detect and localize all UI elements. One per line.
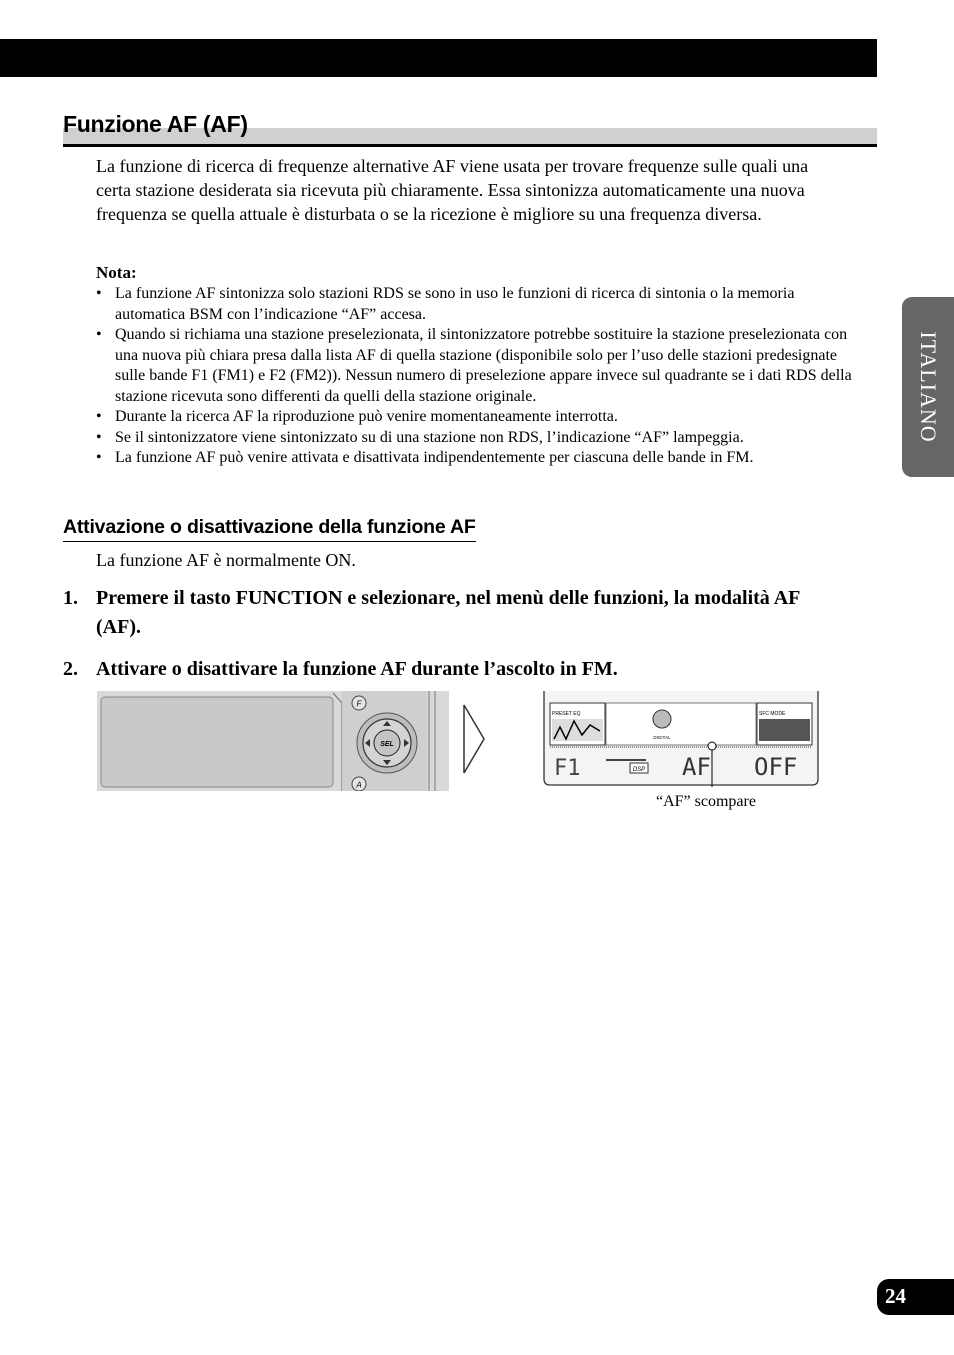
lcd-display-illustration [542, 691, 820, 787]
step-text: Attivare o disattivare la funzione AF durante l’ascolto in FM. [96, 658, 618, 680]
sel-joystick[interactable] [357, 713, 417, 773]
figure-caption: “AF” scompare [656, 793, 756, 810]
off-readout: OFF [754, 753, 798, 781]
header-bar [0, 39, 877, 77]
note-item: • Quando si richiama una stazione preselezionata, il sintonizzatore potrebbe sostituire la stazione preselezionata con una nuova più chiara presa dalla lista AF di quella stazione (disponibile solo per l’uso delle stazioni predesignate sulle bande F1 (FM1) e F2 (FM2)). Nessun numero di preselezione appare invece sul quadrante se i dati RDS della stazione ricevuta sono differenti da quelli della stazione originale. [96, 325, 856, 407]
af-readout: AF [682, 753, 711, 781]
sel-label: SEL [380, 741, 394, 748]
note-item: • Se il sintonizzatore viene sintonizzato su di una stazione non RDS, l’indicazione “AF” lampeggia. [96, 428, 856, 449]
sfc-mode-label: SFC MODE [759, 711, 786, 717]
step-2 [63, 655, 826, 684]
note-item: • La funzione AF può venire attivata e disattivata indipendentemente per ciascuna delle bande in FM. [96, 448, 856, 469]
page-number-badge [877, 1279, 954, 1315]
a-button-label: A [356, 780, 362, 790]
band-readout: F1 [554, 756, 581, 781]
note-label: Nota: [96, 263, 137, 282]
step-number: 1. [63, 587, 78, 609]
step-number: 2. [63, 658, 78, 680]
language-tab [902, 297, 954, 477]
chevron-right-icon [462, 703, 488, 775]
f-button[interactable] [352, 696, 366, 710]
default-state-text: La funzione AF è normalmente ON. [96, 550, 356, 570]
page-number: 24 [885, 1284, 906, 1308]
intro-paragraph: La funzione di ricerca di frequenze alternative AF viene usata per trovare frequenze sulle quali una certa stazione desiderata sia ricevuta più chiaramente. Essa sintonizza automaticamente una nuova frequenza se quella attuale è disturbata o se la ricezione è migliore su una frequenza diversa. [96, 156, 809, 224]
note-item: • Durante la ricerca AF la riproduzione può venire momentaneamente interrotta. [96, 407, 856, 428]
subsection-title: Attivazione o disattivazione della funzione AF [63, 516, 476, 542]
language-tab-label: ITALIANO [916, 331, 941, 443]
a-button[interactable] [352, 777, 366, 791]
step-1 [63, 584, 826, 642]
dsp-label: DSP [632, 767, 646, 773]
f-button-label: F [356, 699, 362, 709]
preset-eq-label: PRESET EQ [552, 711, 581, 717]
digital-label: DIGITAL [653, 735, 671, 740]
step-text: Premere il tasto FUNCTION e selezionare, nel menù delle funzioni, la modalità AF (AF). [96, 587, 800, 638]
section-title: Funzione AF (AF) [63, 111, 248, 137]
head-unit-illustration [97, 691, 449, 791]
note-item: • La funzione AF sintonizza solo stazioni RDS se sono in uso le funzioni di ricerca di sintonia o la memoria automatica BSM con l’indicazione “AF” accesa. [96, 284, 856, 325]
note-list [96, 284, 856, 469]
